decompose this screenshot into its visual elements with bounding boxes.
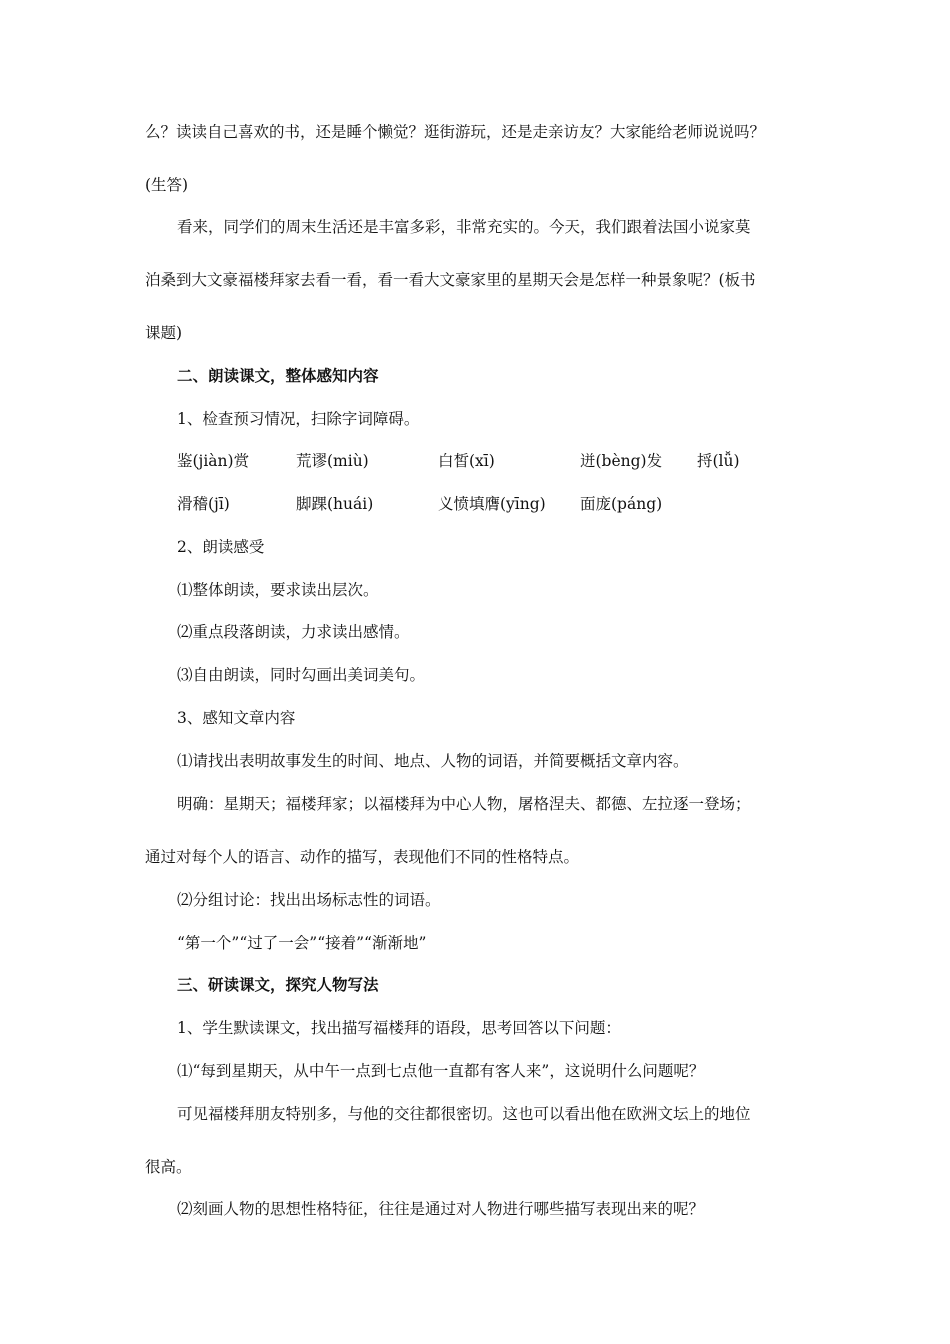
vocab-item: 脚踝(huái) xyxy=(296,495,374,513)
vocab-item: 滑稽(jī) xyxy=(177,495,230,513)
list-item: ⑵重点段落朗读，力求读出感情。 xyxy=(177,623,410,641)
vocab-item: 迸(bèng)发 xyxy=(580,452,663,470)
list-item: ⑴整体朗读，要求读出层次。 xyxy=(177,581,379,599)
list-item: ⑵分组讨论：找出出场标志性的词语。 xyxy=(177,891,441,909)
vocab-item: 面庞(páng) xyxy=(580,495,663,513)
paragraph-line: 么？读读自己喜欢的书，还是睡个懒觉？逛街游玩，还是走亲访友？大家能给老师说说吗？ xyxy=(145,123,766,141)
section-heading: 二、朗读课文，整体感知内容 xyxy=(177,366,379,385)
paragraph-line: “第一个”“过了一会”“接着”“渐渐地” xyxy=(177,934,427,952)
section-heading: 三、研读课文，探究人物写法 xyxy=(177,975,379,994)
list-item: 3、感知文章内容 xyxy=(177,709,296,727)
list-item: 1、学生默读课文，找出描写福楼拜的语段，思考回答以下问题： xyxy=(177,1019,621,1037)
list-item: 2、朗读感受 xyxy=(177,538,265,556)
paragraph-line: 明确：星期天；福楼拜家；以福楼拜为中心人物，屠格涅夫、都德、左拉逐一登场； xyxy=(177,795,751,813)
list-item: ⑴请找出表明故事发生的时间、地点、人物的词语，并简要概括文章内容。 xyxy=(177,752,689,770)
vocab-item: 荒谬(miù) xyxy=(296,452,369,470)
vocab-item: 捋(lǚ) xyxy=(697,452,740,470)
list-item: 1、检查预习情况，扫除字词障碍。 xyxy=(177,410,420,428)
vocab-item: 鉴(jiàn)赏 xyxy=(177,452,250,470)
paragraph-line: 通过对每个人的语言、动作的描写，表现他们不同的性格特点。 xyxy=(145,848,580,866)
paragraph-line: (生答) xyxy=(145,176,189,194)
vocab-item: 义愤填膺(yīng) xyxy=(438,495,546,513)
paragraph-line: 看来，同学们的周末生活还是丰富多彩，非常充实的。今天，我们跟着法国小说家莫 xyxy=(177,218,751,236)
list-item: ⑵刻画人物的思想性格特征，往往是通过对人物进行哪些描写表现出来的呢？ xyxy=(177,1200,705,1218)
paragraph-line: 泊桑到大文豪福楼拜家去看一看，看一看大文豪家里的星期天会是怎样一种景象呢？(板书 xyxy=(145,271,756,289)
paragraph-line: 可见福楼拜朋友特别多，与他的交往都很密切。这也可以看出他在欧洲文坛上的地位 xyxy=(177,1105,751,1123)
list-item: ⑶自由朗读，同时勾画出美词美句。 xyxy=(177,666,426,684)
vocab-item: 白皙(xī) xyxy=(438,452,495,470)
paragraph-line: 很高。 xyxy=(145,1158,192,1176)
list-item: ⑴“每到星期天，从中午一点到七点他一直都有客人来”，这说明什么问题呢？ xyxy=(177,1062,705,1080)
paragraph-line: 课题) xyxy=(145,324,183,342)
